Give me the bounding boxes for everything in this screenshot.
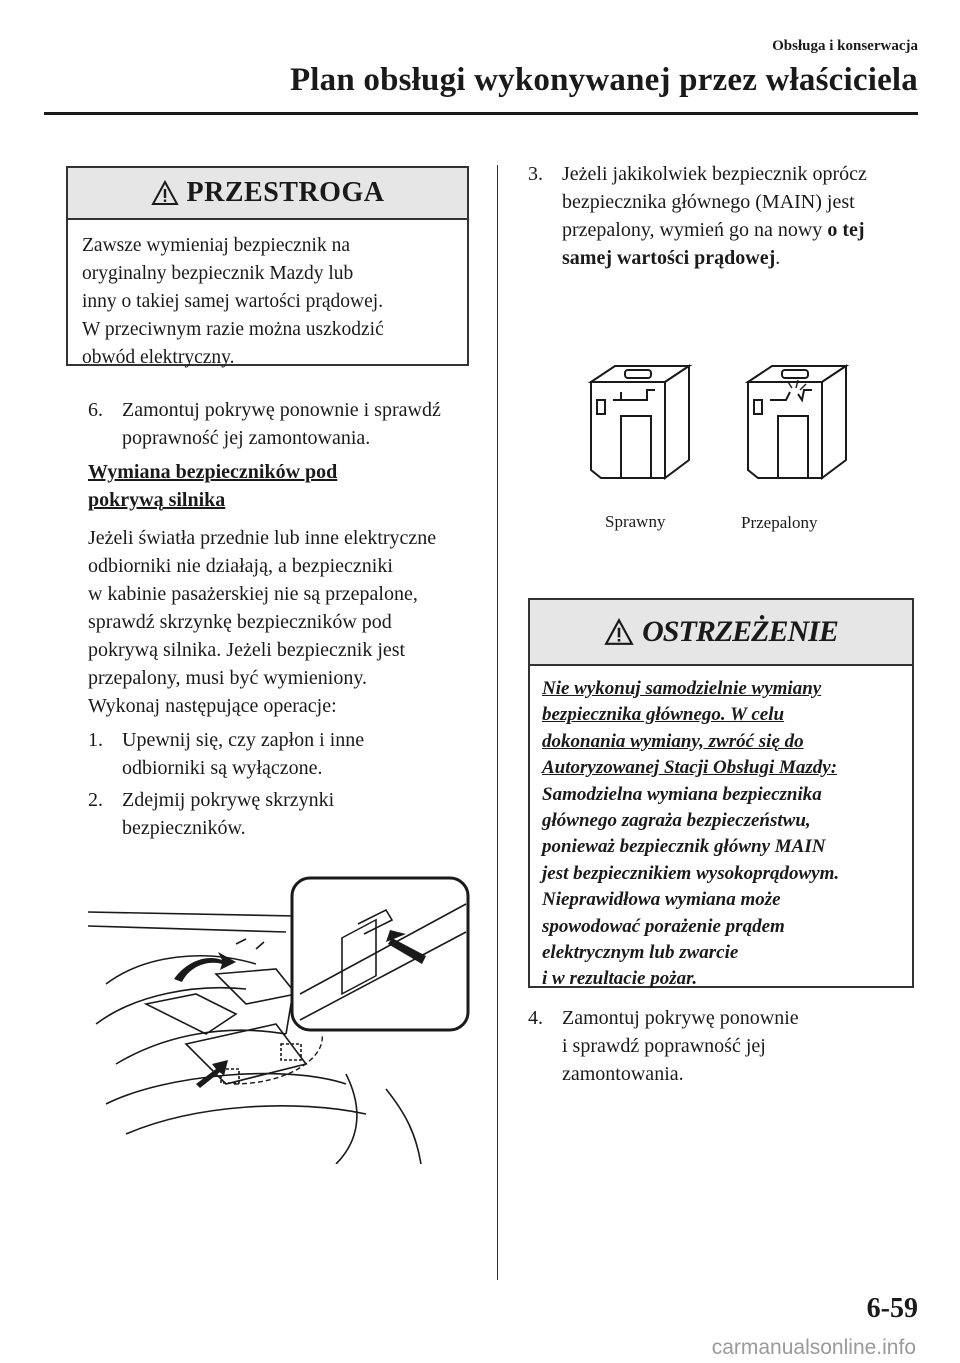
watermark: carmanualsonline.info xyxy=(711,1336,916,1359)
step-text-part: przepalony, wymień go na nowy xyxy=(562,219,828,241)
warning-line: Nieprawidłowa wymiana może xyxy=(542,889,781,911)
paragraph-line: przepalony, musi być wymieniony. xyxy=(88,667,368,689)
warning-line: głównego zagraża bezpieczeństwu, xyxy=(542,810,811,832)
step-text xyxy=(528,244,928,272)
warning-triangle-icon xyxy=(604,618,634,646)
warning-line: Samodzielna wymiana bezpiecznika xyxy=(542,783,822,805)
step-text: zamontowania. xyxy=(562,1063,684,1085)
caution-line: obwód elektryczny. xyxy=(82,347,235,368)
engine-fuse-box-illustration xyxy=(86,874,472,1164)
step-text: Zdejmij pokrywę skrzynki xyxy=(122,789,335,811)
caution-line: W przeciwnym razie można uszkodzić xyxy=(82,319,384,340)
warning-line: elektrycznym lub zwarcie xyxy=(542,942,739,964)
caution-line: Zawsze wymieniaj bezpiecznik na xyxy=(82,235,351,256)
step-4 xyxy=(528,1004,928,1088)
step-3 xyxy=(528,160,928,272)
warning-text xyxy=(530,666,912,993)
warning-line: ponieważ bezpiecznik główny MAIN xyxy=(542,836,826,858)
section-label: Obsługa i konserwacja xyxy=(772,38,918,54)
step-number: 2. xyxy=(88,789,103,811)
warning-box xyxy=(528,598,914,988)
warning-line: Nie wykonuj samodzielnie wymiany xyxy=(542,678,822,699)
step-text-emphasis: samej wartości prądowej xyxy=(562,247,776,269)
caution-header xyxy=(68,168,467,220)
step-1 xyxy=(88,726,488,782)
caution-title: PRZESTROGA xyxy=(186,177,385,208)
fuse-good-label: Sprawny xyxy=(605,512,666,531)
paragraph-line: sprawdź skrzynkę bezpieczników pod xyxy=(88,611,392,633)
step-text xyxy=(528,216,928,244)
step-text-emphasis: o tej xyxy=(827,219,865,241)
instructions-paragraph xyxy=(88,524,488,720)
step-text: poprawność jej zamontowania. xyxy=(122,427,371,449)
caution-text xyxy=(68,220,467,372)
warning-line: Autoryzowanej Stacji Obsługi Mazdy: xyxy=(542,757,838,779)
subheading-line: pokrywą silnika xyxy=(88,489,226,511)
warning-line: jest bezpiecznikiem wysokoprądowym. xyxy=(542,862,840,884)
page-number: 6-59 xyxy=(866,1293,918,1324)
step-text: bezpiecznika głównego (MAIN) jest xyxy=(562,191,855,213)
step-text-part: . xyxy=(775,247,781,269)
fuse-good-illustration xyxy=(585,360,695,490)
step-text: Upewnij się, czy zapłon i inne xyxy=(122,729,365,751)
step-2 xyxy=(88,786,488,842)
step-6 xyxy=(88,396,488,452)
header-rule xyxy=(44,112,918,115)
subheading-line: Wymiana bezpieczników pod xyxy=(88,461,338,483)
paragraph-line: w kabinie pasażerskiej nie są przepalone, xyxy=(88,583,418,605)
subheading xyxy=(88,458,337,514)
caution-line: inny o takiej samej wartości prądowej. xyxy=(82,291,384,312)
page-title: Plan obsługi wykonywanej przez właściciela xyxy=(289,62,918,98)
step-text: Zamontuj pokrywę ponownie i sprawdź xyxy=(122,399,441,421)
step-number: 4. xyxy=(528,1007,543,1029)
step-number: 6. xyxy=(88,399,103,421)
step-text: i sprawdź poprawność jej xyxy=(562,1035,766,1057)
step-text: bezpieczników. xyxy=(122,817,246,839)
warning-triangle-icon xyxy=(151,180,179,206)
step-number: 1. xyxy=(88,729,103,751)
paragraph-line: Wykonaj następujące operacje: xyxy=(88,695,337,717)
warning-line: spowodować porażenie prądem xyxy=(542,915,785,937)
caution-box xyxy=(66,166,469,366)
warning-header xyxy=(530,600,912,666)
warning-line: bezpiecznika głównego. W celu xyxy=(542,704,785,726)
step-text: Jeżeli jakikolwiek bezpiecznik oprócz xyxy=(562,163,867,185)
warning-title: OSTRZEŻENIE xyxy=(642,615,838,648)
fuse-blown-illustration xyxy=(742,360,852,490)
step-text: Zamontuj pokrywę ponownie xyxy=(562,1007,799,1029)
step-number: 3. xyxy=(528,163,543,185)
step-text: odbiorniki są wyłączone. xyxy=(122,757,323,779)
warning-line: i w rezultacie pożar. xyxy=(542,968,698,990)
paragraph-line: Jeżeli światła przednie lub inne elektryczne xyxy=(88,527,437,549)
fuse-blown-label: Przepalony xyxy=(741,513,818,532)
paragraph-line: pokrywą silnika. Jeżeli bezpiecznik jest xyxy=(88,639,406,661)
warning-line: dokonania wymiany, zwróć się do xyxy=(542,730,804,752)
column-divider xyxy=(497,165,498,1280)
caution-line: oryginalny bezpiecznik Mazdy lub xyxy=(82,263,354,284)
paragraph-line: odbiorniki nie działają, a bezpieczniki xyxy=(88,555,393,577)
